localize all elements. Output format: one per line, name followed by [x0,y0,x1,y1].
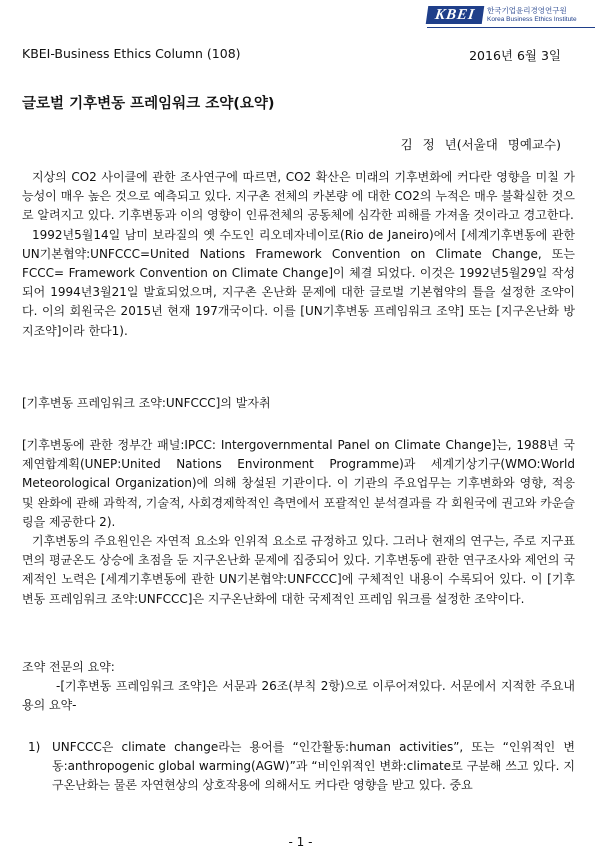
list-item [22,738,575,796]
logo [427,4,595,26]
section1-heading: [기후변동 프레임워크 조약:UNFCCC]의 발자취 [22,396,271,410]
logo-text [487,6,577,24]
history-paragraph: 기후변동의 주요원인은 자연적 요소와 인위적 요소로 규정하고 있다. 그러나 현재의 연구는, 주로 지구표면의 평균온도 상승에 초점을 둔 지구온난화 문제에 집중되어 있다. 기후변동에 관한 연구조사와 제언의 국제적인 노력은 [세계기후변동에 관한 UN기본협약:UNFCCC]에 구체적인 내용이 수록되어 있다. 이 [기후변동 프레임워크 조약:UNFCCC]은 지구온난화에 대한 국제적인 프레임 워크를 설정한 조약이다. [22,534,575,606]
intro-section [22,168,575,341]
summary-list [22,738,575,796]
header-row [22,46,561,64]
list-item-text: UNFCCC은 climate change라는 용어를 “인간활동:human activities”, 또는 “인위적인 변동:anthropogenic global warming(AGW)”과 “비인위적인 변화:climate로 구분해 쓰고 있다. 지구온난화는 물론 자연현상의 상호작용에 의해서도 커다란 영향을 받고 있다. 중요 [52,740,575,793]
logo-mark: KBEI [426,6,485,24]
history-paragraph: [기후변동에 관한 정부간 패널:IPCC: Intergovernmental Panel on Climate Change]는, 1988년 국제연합계획(UNEP:United Nations Environment Programme)과 세계기상기구(WMO:World Meteorological Organization)에 의해 창설된 기관이다. 이 기관의 주요업무는 기후변화와 영향, 적응 및 완화에 관해 과학적, 기술적, 사회경제학적인 측면에서 포괄적인 분석결과를 각 회원국에 권고와 카운슬링을 제공한다 2). [22,438,575,529]
page-number: - 1 - [288,835,313,849]
summary-section [22,658,575,716]
section-heading [22,394,575,413]
logo-rule [427,27,595,28]
section2-note: -[기후변동 프레임워크 조약]은 서문과 26조(부칙 2항)으로 이루어져있다. 서문에서 지적한 주요내용의 요약- [22,679,575,713]
logo-name-ko: 한국기업윤리경영연구원 [487,6,567,15]
page-title: 글로벌 기후변동 프레임워크 조약(요약) [22,96,275,112]
column-date: 2016년 6월 3일 [469,48,561,63]
list-item-number: 1) [28,740,41,754]
history-section [22,436,575,609]
column-label: KBEI-Business Ethics Column (108) [22,46,241,61]
section2-heading: 조약 전문의 요약: [22,660,115,674]
intro-paragraph: 1992년5월14일 남미 보라질의 옛 수도인 리오데자네이로(Rio de Janeiro)에서 [세계기후변동에 관한 UN기본협약:UNFCCC=United Nations Framework Convention on Climate Change, 또는 FCCC= Framework Convention on Climate Change]이 체결 되었다. 이것은 1992년5월29일 작성되어 1994년3월21일 발효되었으며, 지구촌 온난화 문제에 대한 글로벌 기본협약의 틀을 설정한 조약이다. 이의 회원국은 2015년 현재 197개국이다. 이를 [UN기후변동 프레임워크 조약] 또는 [지구온난화 방지조약]이라 한다1). [22,227,575,338]
logo-name-en: Korea Business Ethics Institute [487,16,577,23]
intro-paragraph: 지상의 CO2 사이클에 관한 조사연구에 따르면, CO2 확산은 미래의 기후변화에 커다란 영향을 미칠 가능성이 매우 높은 것으로 예측되고 있다. 지구촌 전체의 카본량 에 대한 CO2의 누적은 매우 불확실한 것으로 알려지고 있다. 기후변동과 이의 영향이 인류전체의 공동체에 심각한 피해를 가져올 것이라고 경고한다. [22,170,575,223]
author: 김 정 년(서울대 명예교수) [400,137,561,152]
